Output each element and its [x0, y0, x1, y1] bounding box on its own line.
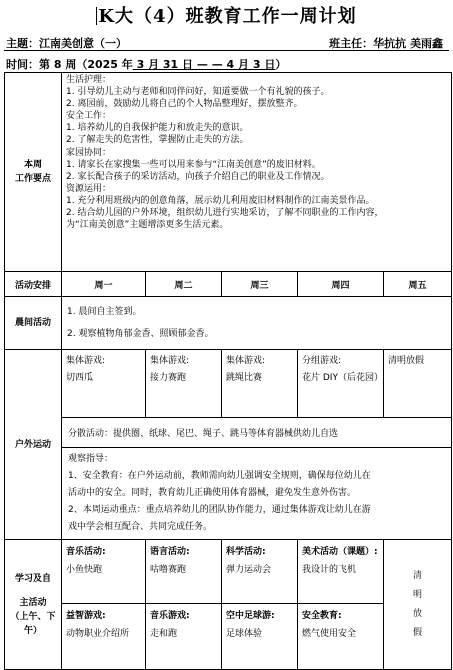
time-range: 3 月 31 日 — — 4 月 3 日 [132, 58, 276, 71]
activity-name: 弹力运动会 [226, 565, 272, 575]
morning-line: 1. 晨间自主签到。 [67, 307, 142, 317]
teachers-label: 班主任：华抗抗 美雨鑫 [329, 37, 443, 50]
holiday-char: 假 [413, 627, 423, 638]
activity-name: 动物职业介绍所 [66, 629, 130, 639]
activity-type: 美术活动（课题）: [302, 547, 378, 557]
outdoor-game-tue [146, 350, 222, 418]
day-header-mon: 周一 [62, 272, 146, 297]
outdoor-game-thu [298, 350, 384, 418]
study-label-line: 学习及自 [14, 573, 51, 584]
day-header-tue: 周二 [146, 272, 222, 297]
schedule-header-row [5, 272, 452, 297]
game-type: 集体游戏: [226, 356, 266, 366]
game-name: 切西瓜 [66, 373, 94, 383]
activity-name: 咕噜赛跑 [150, 565, 187, 575]
study-label-line: 午） [23, 625, 42, 636]
day-header-fri: 周五 [384, 272, 452, 297]
header-rule [4, 50, 449, 51]
game-type: 集体游戏: [66, 356, 106, 366]
goal-line: 生活护理： [66, 75, 112, 85]
activity-type: 空中足球游: [226, 611, 275, 621]
game-name: 跳绳比赛 [226, 373, 263, 383]
theme-label: 主题：江南美创意（一） [6, 37, 127, 50]
outdoor-scatter-row [5, 418, 452, 448]
outdoor-game-mon [62, 350, 146, 418]
activity-type: 语言活动: [150, 547, 190, 557]
study-row-1 [5, 540, 452, 604]
goal-line: 1. 培养幼儿的自我保护能力和放走失的意识。 [66, 123, 249, 134]
goal-line: 1. 引导幼儿主动与老师和同伴问好，知道要做一个有礼貌的孩子。 [66, 87, 330, 98]
game-name: 接力赛跑 [150, 373, 187, 383]
goal-line: 2. 结合幼儿园的户外环境，组织幼儿进行实地采访，了解不同职业的工作内容， [66, 208, 384, 219]
guidance-line: 2、本周运动重点：重点培养幼儿的团队协作能力，通过集体游戏让幼儿在游 [68, 505, 371, 515]
outdoor-game-wed [222, 350, 298, 418]
goals-label: 本周 工作要点 [5, 73, 62, 272]
activity-name: 小鱼快跑 [66, 565, 103, 575]
study-thu-2 [298, 604, 384, 670]
holiday-char: 明 [413, 589, 423, 600]
outdoor-label: 户外运动 [5, 350, 62, 540]
goal-line: 2. 家长配合孩子的采访活动，向孩子介绍自己的职业及工作情况。 [66, 171, 330, 182]
goals-row [5, 73, 452, 272]
activity-type: 音乐活动: [66, 547, 106, 557]
page-title [0, 2, 453, 28]
goal-line: 2. 离园前，鼓励幼儿将自己的个人物品整理好，摆放整齐。 [66, 99, 303, 110]
activity-type: 安全教育: [302, 611, 342, 621]
study-wed-2 [222, 604, 298, 670]
study-wed-1 [222, 540, 298, 604]
activity-type: 科学活动: [226, 547, 266, 557]
weekly-plan-table [4, 72, 452, 670]
study-mon-1 [62, 540, 146, 604]
outdoor-guidance-row [5, 448, 452, 540]
goals-content [62, 73, 452, 272]
day-header-thu: 周四 [298, 272, 384, 297]
game-type: 集体游戏: [150, 356, 190, 366]
time-suffix: ） [275, 58, 287, 71]
study-holiday-fri [384, 540, 452, 670]
morning-content [62, 297, 452, 350]
outdoor-games-row [5, 350, 452, 418]
morning-line: 2. 观察植物角郁金香、照顾郁金香。 [67, 329, 214, 339]
study-tue-1 [146, 540, 222, 604]
game-name: 花片 DIY（后花园） [302, 373, 383, 383]
study-tue-2 [146, 604, 222, 670]
morning-label: 晨间活动 [5, 297, 62, 350]
goal-line: 2. 了解走失的危害性，掌握防止走失的方法。 [66, 135, 249, 146]
guidance-line: 1、安全教育：在户外运动前，教师需向幼儿强调安全规则，确保每位幼儿在 [68, 471, 371, 481]
guidance-line: 观察指导： [68, 454, 114, 464]
holiday-char: 放 [413, 608, 423, 619]
time-label [6, 56, 286, 72]
guidance-line: 活动中的安全。同时，教育幼儿正确使用体育器械，避免发生意外伤害。 [68, 488, 357, 498]
day-header-wed: 周三 [222, 272, 298, 297]
game-type: 分组游戏: [302, 356, 342, 366]
goal-line: 家园协同： [66, 147, 112, 158]
time-prefix: 时间：第 8 周（2025 年 [6, 58, 133, 71]
activity-name: 燃气使用安全 [302, 629, 357, 639]
goal-line: 1. 请家长在家搜集一些可以用来参与“江南美创意”的废旧材料。 [66, 159, 321, 170]
activity-type: 音乐游戏: [150, 611, 190, 621]
outdoor-holiday-fri: 清明放假 [384, 350, 452, 418]
guidance-line: 戏中学会相互配合、共同完成任务。 [68, 522, 213, 532]
study-mon-2 [62, 604, 146, 670]
outdoor-guidance [62, 448, 452, 540]
study-label-line: 主活动 [19, 597, 47, 608]
morning-row [5, 297, 452, 350]
goal-line: 为“江南美创意”主题增添更多生活元素。 [66, 220, 229, 231]
activity-name: 足球体验 [226, 629, 263, 639]
activity-type: 益智游戏: [66, 611, 106, 621]
study-label [5, 540, 62, 670]
outdoor-scatter: 分散活动：提供圈、纸球、尾巴、绳子、跳马等体育器械供幼儿自选 [62, 418, 452, 448]
goal-line: 1. 充分利用班级内的创意角落，展示幼儿利用废旧材料制作的江南美景作品。 [66, 195, 375, 206]
goal-line: 资源运用： [66, 183, 112, 194]
holiday-char: 清 [413, 570, 423, 581]
activity-name: 我设计的飞机 [302, 565, 357, 575]
page-title-text: K大（4）班教育工作一周计划 [98, 6, 357, 27]
activity-name: 走和跑 [150, 629, 178, 639]
study-label-line: （上午、下 [10, 611, 56, 622]
schedule-label: 活动安排 [5, 272, 62, 297]
study-thu-1 [298, 540, 384, 604]
goal-line: 安全工作： [66, 111, 112, 122]
